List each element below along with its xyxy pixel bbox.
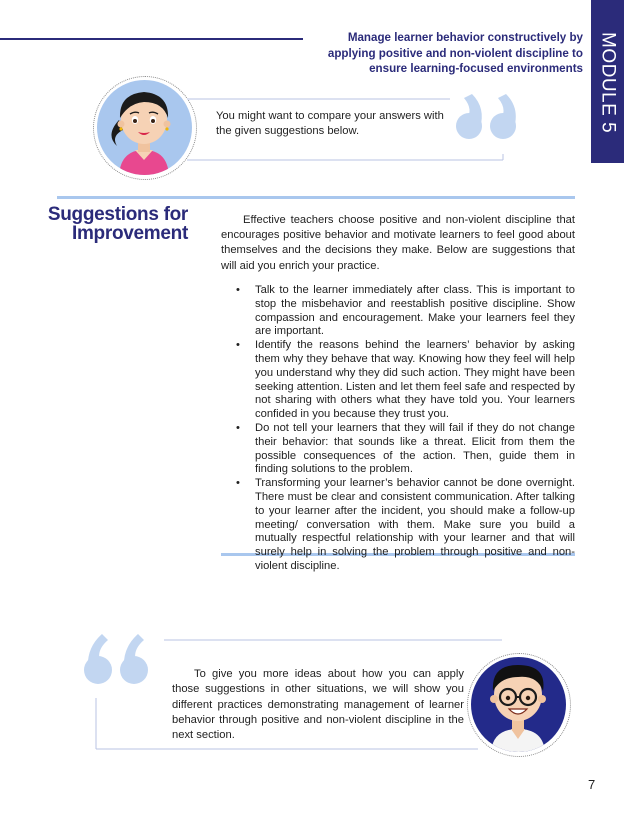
bullet-icon: • xyxy=(236,339,240,352)
list-item-text: Transforming your learner’s behavior cannot be done overnight. There must be clear and consistent communication. After talking to your learner after the incident, you should make a follow-up meeting/ conversation with them. Make sure you build a mutually respectful relationship with your learner and that will surely help in solving the problem through positive and non-violent discipline. xyxy=(255,477,575,572)
section-top-rule xyxy=(57,196,575,199)
male-teacher-avatar-icon xyxy=(471,657,566,752)
suggestions-list xyxy=(236,284,575,574)
header-rule xyxy=(0,38,303,40)
bullet-icon: • xyxy=(236,421,240,434)
section-title-line-1: Suggestions for xyxy=(47,204,188,225)
section-title-line-2: Improvement xyxy=(71,223,188,244)
list-item-text: Talk to the learner immediately after class. This is important to stop the misbehavior and reestablish positive discipline. Show compassion and encouragement. Make your learners feel they are important. xyxy=(255,284,575,338)
list-item xyxy=(236,339,575,422)
closing-quote-icon xyxy=(452,90,524,140)
module-tab xyxy=(591,0,624,163)
bullet-icon: • xyxy=(236,477,240,490)
list-item-text: Do not tell your learners that they will fail if they do not change their behavior: that sounds like a threat. Elicit from them the possible consequences of the action. Then, guide them in finding solutions to the problem. xyxy=(255,421,575,476)
page-number: 7 xyxy=(588,777,596,792)
section-paragraph: Effective teachers choose positive and non-violent discipline that encourages positive behavior and motivate learners to feel good about themselves and the decisions they make. Below are suggestions that will aid you enrich your practice. xyxy=(221,214,575,272)
intro-text: You might want to compare your answers with the given suggestions below. xyxy=(216,110,444,137)
section-title xyxy=(40,205,188,243)
female-teacher-avatar-icon xyxy=(97,80,192,175)
list-item-text: Identify the reasons behind the learners’ behavior by asking them why they behave that way. Knowing how they feel will help you understand why they did such action. They might have been seeking attention. Listen and let them feel safe and respected by not sharing with others what they have told you. Your learners confided in you because they trust you. xyxy=(255,339,575,421)
list-item xyxy=(236,422,575,477)
module-label: MODULE 5 xyxy=(597,32,619,134)
bullet-icon: • xyxy=(236,284,240,296)
page-header-title: Manage learner behavior constructively by applying positive and non-violent discipline to ensure learning-focused environments xyxy=(327,31,583,75)
list-item xyxy=(236,284,575,339)
list-item xyxy=(236,477,575,574)
closing-text: To give you more ideas about how you can apply those suggestions in other situations, we will show you different practices demonstrating management of learner behavior through positive and non-violent discipline in the next section. xyxy=(172,668,464,742)
